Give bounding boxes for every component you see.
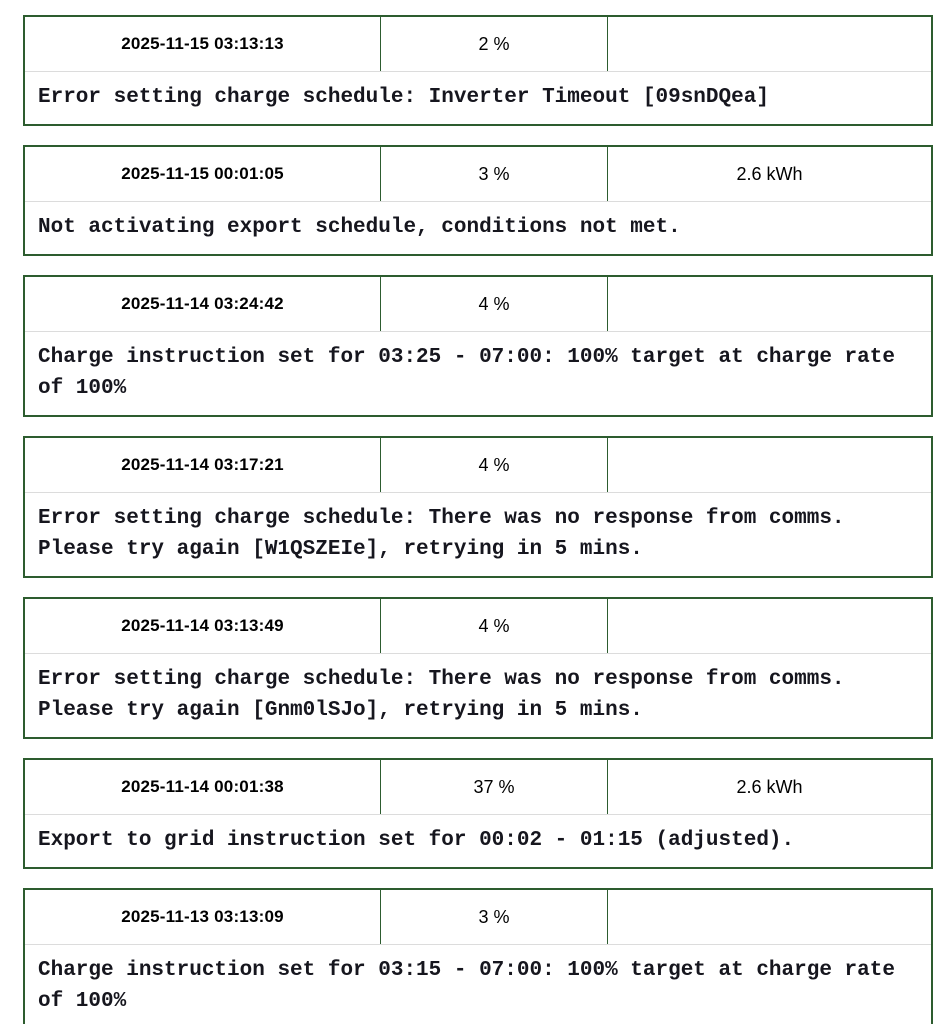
entry-soc-value: 4 % — [478, 454, 510, 475]
entry-message: Error setting charge schedule: Inverter Timeout [09snDQea] — [38, 86, 769, 109]
entry-timestamp: 2025-11-15 00:01:05 — [121, 164, 284, 183]
entry-soc-cell — [380, 17, 607, 71]
log-entry-card — [23, 275, 933, 417]
entry-timestamp: 2025-11-15 03:13:13 — [121, 34, 284, 53]
entry-energy-cell — [607, 760, 931, 814]
entry-timestamp: 2025-11-13 03:13:09 — [121, 907, 284, 926]
entry-header-row — [25, 17, 931, 72]
entry-soc-value: 3 % — [478, 906, 510, 927]
log-entry-card — [23, 145, 933, 256]
entry-timestamp: 2025-11-14 03:17:21 — [121, 455, 284, 474]
entry-header-row — [25, 760, 931, 815]
entry-soc-cell — [380, 277, 607, 331]
entry-soc-value: 4 % — [478, 293, 510, 314]
log-entry-card — [23, 436, 933, 578]
entry-timestamp-cell — [25, 147, 380, 201]
entry-header-row — [25, 890, 931, 945]
entry-energy-cell — [607, 599, 931, 653]
entry-soc-value: 3 % — [478, 163, 510, 184]
entry-timestamp: 2025-11-14 00:01:38 — [121, 777, 284, 796]
entry-message: Export to grid instruction set for 00:02 - 01:15 (adjusted). — [38, 829, 795, 852]
entry-timestamp-cell — [25, 438, 380, 492]
entry-message: Error setting charge schedule: There was no response from comms. Please try again [W1QSZEIe], retrying in 5 mins. — [38, 507, 845, 561]
entry-timestamp-cell — [25, 277, 380, 331]
entry-header-row — [25, 147, 931, 202]
entry-soc-cell — [380, 147, 607, 201]
entry-message: Error setting charge schedule: There was no response from comms. Please try again [Gnm0lSJo], retrying in 5 mins. — [38, 668, 845, 722]
entry-timestamp-cell — [25, 17, 380, 71]
entry-timestamp-cell — [25, 599, 380, 653]
entry-energy-cell — [607, 438, 931, 492]
entry-header-row — [25, 438, 931, 493]
entry-energy-cell — [607, 277, 931, 331]
entry-header-row — [25, 599, 931, 654]
entry-soc-cell — [380, 599, 607, 653]
entry-timestamp-cell — [25, 760, 380, 814]
entry-message: Not activating export schedule, conditions not met. — [38, 216, 681, 239]
entry-soc-value: 2 % — [478, 33, 510, 54]
entry-message: Charge instruction set for 03:25 - 07:00: 100% target at charge rate of 100% — [38, 346, 895, 400]
entry-header-row — [25, 277, 931, 332]
entry-soc-value: 4 % — [478, 615, 510, 636]
entry-energy-cell — [607, 147, 931, 201]
entry-energy-cell — [607, 17, 931, 71]
entry-energy-cell — [607, 890, 931, 944]
log-entry-card — [23, 888, 933, 1024]
entry-soc-cell — [380, 438, 607, 492]
entry-energy-value: 2.6 kWh — [736, 776, 803, 797]
entry-timestamp: 2025-11-14 03:24:42 — [121, 294, 284, 313]
entry-timestamp: 2025-11-14 03:13:49 — [121, 616, 284, 635]
entry-soc-cell — [380, 890, 607, 944]
log-entry-card — [23, 758, 933, 869]
entry-soc-value: 37 % — [473, 776, 515, 797]
entry-energy-value: 2.6 kWh — [736, 163, 803, 184]
log-entry-card — [23, 597, 933, 739]
entry-soc-cell — [380, 760, 607, 814]
entry-message: Charge instruction set for 03:15 - 07:00: 100% target at charge rate of 100% — [38, 959, 895, 1013]
entry-timestamp-cell — [25, 890, 380, 944]
log-entry-card — [23, 15, 933, 126]
